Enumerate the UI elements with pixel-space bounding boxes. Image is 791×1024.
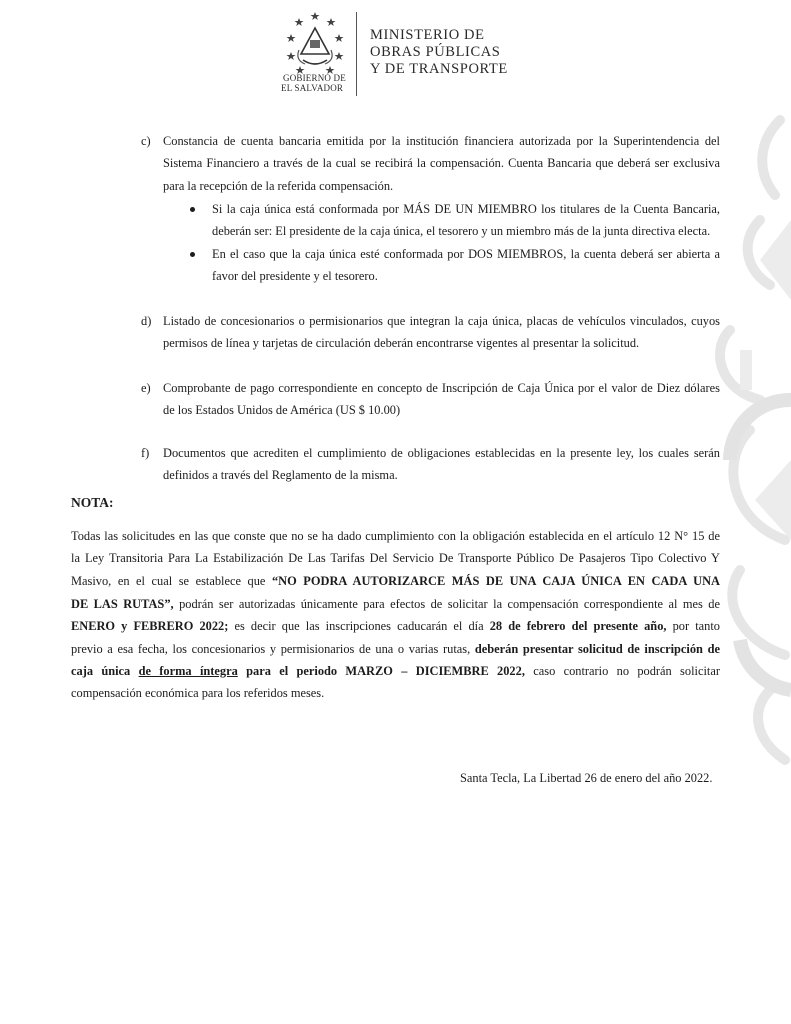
item-c-line3: para la recepción de la referida compensación. — [163, 179, 394, 193]
item-e-line1: Comprobante de pago correspondiente en concepto de Inscripción de Caja Única por el valor de Diez dólares — [163, 381, 720, 395]
nota-line3: Masivo, en el cual se establece que “NO PODRA AUTORIZARCE MÁS DE UNA CAJA ÚNICA EN CADA UNA — [71, 574, 720, 588]
bullet-1-line2: deberán ser: El presidente de la caja única, el tesorero y un miembro más de la junta directiva electa. — [212, 224, 711, 238]
ministry-name-line2: OBRAS PÚBLICAS — [370, 44, 501, 60]
nota-line6: previo a esa fecha, los concesionarios y permisionarios de una o varias rutas, deberán presentar solicitud de inscripción de — [71, 642, 720, 656]
nota-emphasis: ENERO y FEBRERO 2022; — [71, 619, 229, 633]
nota-emphasis: DE LAS RUTAS”, — [71, 597, 174, 611]
place-and-date: Santa Tecla, La Libertad 26 de enero del año 2022. — [460, 771, 713, 785]
item-d-label: d) — [141, 314, 152, 328]
item-e-label: e) — [141, 381, 151, 395]
bullet-icon — [190, 252, 195, 257]
ministry-name-line3: Y DE TRANSPORTE — [370, 61, 508, 77]
nota-line5: ENERO y FEBRERO 2022; es decir que las inscripciones caducarán el día 28 de febrero del presente año, por tanto — [71, 619, 720, 633]
nota-line1: Todas las solicitudes en las que conste que no se ha dado cumplimiento con la obligación establecida en el artículo 12 N° 15 de — [71, 529, 720, 543]
nota-line7: caja única de forma íntegra para el periodo MARZO – DICIEMBRE 2022, caso contrario no podrán solicitar — [71, 664, 720, 678]
item-c-line2: Sistema Financiero a través de la cual se recibirá la compensación. Cuenta Bancaria que deberá ser exclusiva — [163, 156, 720, 170]
coat-of-arms-icon — [285, 10, 345, 82]
nota-emphasis: “NO PODRA AUTORIZARCE MÁS DE UNA CAJA ÚNICA EN CADA UNA — [271, 574, 720, 588]
bullet-icon — [190, 207, 195, 212]
bullet-2-line2: favor del presidente y el tesorero. — [212, 269, 378, 283]
header-divider — [356, 12, 357, 96]
nota-underlined-emphasis: de forma íntegra — [138, 664, 238, 678]
item-e-line2: de los Estados Unidos de América (US $ 10.00) — [163, 403, 401, 417]
item-c-label: c) — [141, 134, 151, 148]
item-d-line2: permisos de línea y tarjetas de circulación deberán encontrarse vigentes al presentar la solicitud. — [163, 336, 640, 350]
gov-name-line2: EL SALVADOR — [281, 83, 344, 93]
nota-emphasis: para el periodo MARZO – DICIEMBRE 2022, — [237, 664, 525, 678]
nota-emphasis: 28 de febrero del presente año, — [489, 619, 667, 633]
nota-heading: NOTA: — [71, 495, 114, 510]
bullet-1-line1: Si la caja única está conformada por MÁS DE UN MIEMBRO los titulares de la Cuenta Bancaria, — [212, 202, 720, 216]
nota-emphasis: deberán presentar solicitud de inscripción de — [474, 642, 720, 656]
item-c-line1: Constancia de cuenta bancaria emitida por la institución financiera autorizada por la Superintendencia del — [163, 134, 720, 148]
nota-line4: DE LAS RUTAS”, podrán ser autorizadas únicamente para efectos de solicitar la compensación correspondiente al mes de — [71, 597, 720, 611]
item-d-line1: Listado de concesionarios o permisionarios que integran la caja única, placas de vehículos vinculados, cuyos — [163, 314, 720, 328]
ministry-name-line1: MINISTERIO DE — [370, 27, 485, 43]
bullet-2-line1: En el caso que la caja única esté conformada por DOS MIEMBROS, la cuenta deberá ser abierta a — [212, 247, 720, 261]
item-f-line1: Documentos que acrediten el cumplimiento de obligaciones establecidas en la presente ley, los cuales serán — [163, 446, 720, 460]
nota-line8: compensación económica para los referidos meses. — [71, 686, 325, 700]
nota-emphasis: caja única — [71, 664, 139, 678]
item-f-label: f) — [141, 446, 150, 460]
gov-name-line1: GOBIERNO DE — [283, 73, 346, 83]
item-f-line2: definidos a través del Reglamento de la misma. — [163, 468, 398, 482]
nota-line2: la Ley Transitoria Para La Estabilización De Las Tarifas Del Servicio De Transporte Público De Pasajeros Tipo Colectivo Y — [71, 551, 720, 565]
